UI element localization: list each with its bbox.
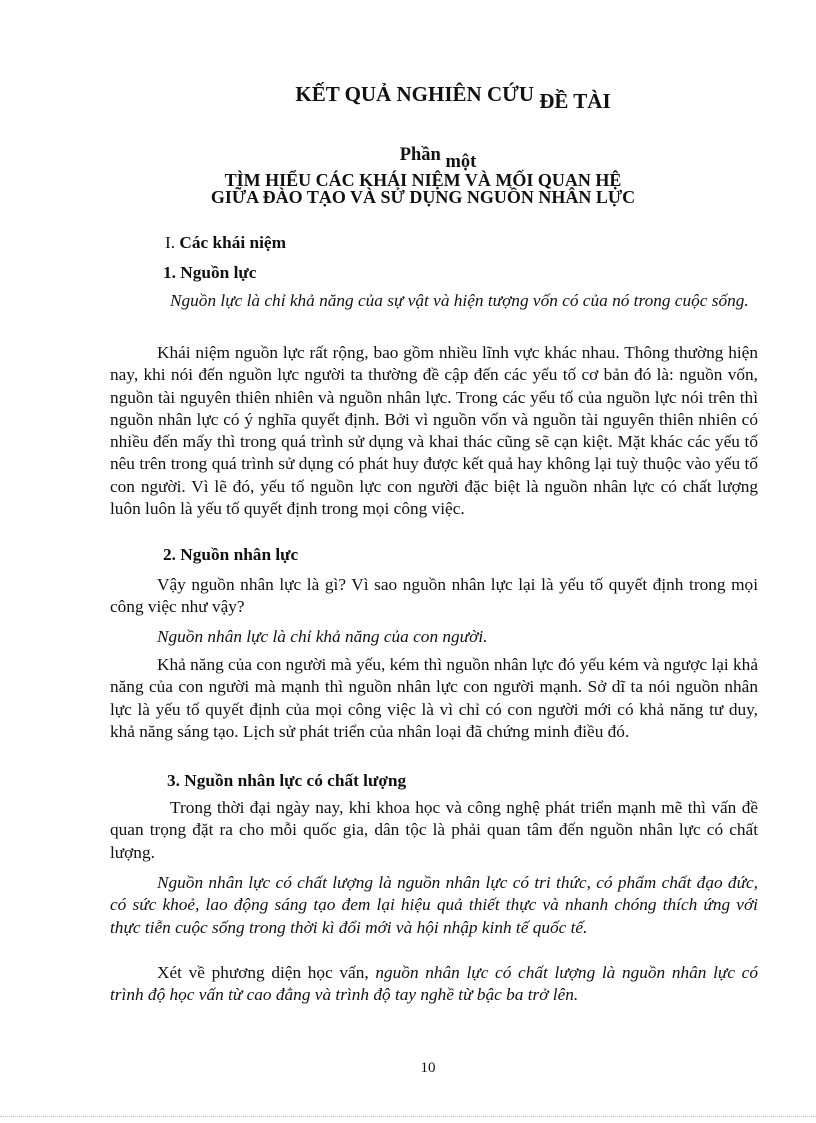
definition-nguon-nhan-luc: Nguồn nhân lực là chỉ khả năng của con người. (157, 627, 488, 646)
section-heading-I (165, 232, 813, 254)
paragraph-chat-luong: Trong thời đại ngày nay, khi khoa học và công nghệ phát triển mạnh mẽ thì vấn đề quan trọng đặt ra cho mỗi quốc gia, dân tộc là phải quan tâm đến nguồn nhân lực có chất lượng. (110, 798, 758, 862)
page-edge-divider (0, 1116, 816, 1117)
document-title (0, 82, 816, 113)
heading-nguon-luc: 1. Nguồn lực (163, 263, 257, 282)
part-number: một (445, 152, 477, 172)
title-main: KẾT QUẢ NGHIÊN CỨU (295, 82, 534, 106)
chapter-title (0, 172, 816, 206)
chapter-title-line: GIỮA ĐÀO TẠO VÀ SỬ DỤNG NGUỒN NHÂN LỰC (210, 187, 636, 207)
paragraph-hoc-van (110, 962, 758, 1007)
page-number: 10 (420, 1060, 436, 1076)
question-nguon-nhan-luc: Vậy nguồn nhân lực là gì? Vì sao nguồn nhân lực lại là yếu tố quyết định trong mọi công việc như vậy? (110, 575, 758, 617)
part-word: Phần (399, 145, 441, 165)
paragraph-nguon-nhan-luc: Khả năng của con người mà yếu, kém thì nguồn nhân lực đó yếu kém và ngược lại khả năng của con người mà mạnh thì nguồn nhân lực con người mạnh. Sở dĩ ta nói nguồn nhân lực là yếu tố quyết định của mọi công việc là vì chỉ có con người mới có khả năng tư duy, khả năng sáng tạo. Lịch sử phát triển của nhân loại đã chứng minh điều đó. (110, 655, 758, 741)
part-heading (0, 145, 816, 172)
section-number: I. (165, 233, 176, 252)
definition-chat-luong: Nguồn nhân lực có chất lượng là nguồn nhân lực có tri thức, có phẩm chất đạo đức, có sức khoẻ, lao động sáng tạo đem lại hiệu quả thiết thực và nhanh chóng thích ứng với thực tiễn cuộc sống trong thời kì đổi mới và hội nhập kinh tế quốc tế. (110, 873, 758, 937)
lead-text: Xét về phương diện học vấn, (157, 963, 369, 982)
definition-nguon-luc: Nguồn lực là chỉ khả năng của sự vật và hiện tượng vốn có của nó trong cuộc sống. (170, 291, 749, 310)
title-tail: ĐỀ TÀI (539, 89, 611, 113)
paragraph-nguon-luc: Khái niệm nguồn lực rất rộng, bao gồm nhiều lĩnh vực khác nhau. Thông thường hiện nay, khi nói đến nguồn lực người ta thường đề cập đến các yếu tố cơ bản đó là: nguồn vốn, nguồn tài nguyên thiên nhiên và nguồn nhân lực. Trong các yếu tố của nguồn lực nói trên thì nguồn nhân lực có ý nghĩa quyết định. Bởi vì nguồn vốn và nguồn tài nguyên thiên nhiên có nhiều đến mấy thì trong quá trình sử dụng và khai thác cũng sẽ cạn kiệt. Mặt khác các yếu tố nêu trên trong quá trình sử dụng có phát huy được kết quả hay không lại tuỳ thuộc vào yếu tố con người. Vì lẽ đó, yếu tố nguồn lực con người đặc biệt là nguồn nhân lực có chất lượng luôn luôn là yếu tố quyết định trong mọi công việc. (110, 343, 758, 519)
chapter-title-line: TÌM HIỂU CÁC KHÁI NIỆM VÀ MỐI QUAN HỆ (224, 170, 622, 190)
italic-text: nguồn nhân lực có chất lượng là nguồn nhân lực có trình độ học vấn từ cao đẳng và trình độ tay nghề từ bậc ba trở lên. (110, 963, 758, 1005)
section-label: Các khái niệm (179, 233, 286, 252)
heading-nguon-nhan-luc: 2. Nguồn nhân lực (163, 545, 299, 564)
heading-chat-luong: 3. Nguồn nhân lực có chất lượng (167, 771, 407, 790)
